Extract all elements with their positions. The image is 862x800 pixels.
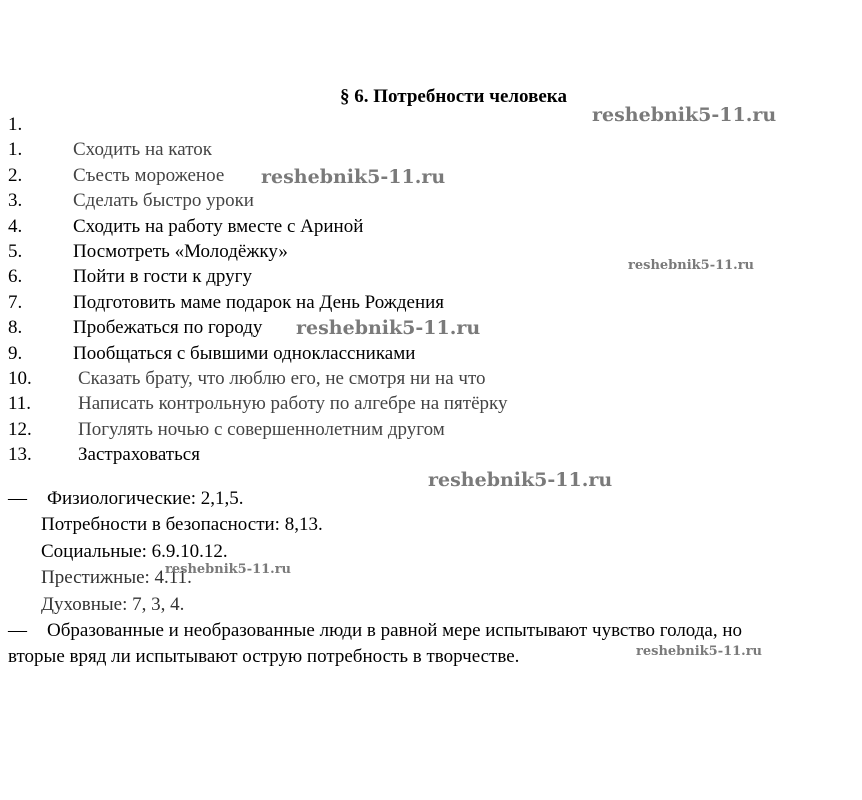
- answer-paragraph-line1: [0, 618, 862, 644]
- watermark: reshebnik5-11.ru: [165, 562, 292, 577]
- physiological-text: Физиологические: 2,1,5.: [47, 488, 244, 509]
- list-item-text: Пообщаться с бывшими одноклассниками: [73, 342, 416, 364]
- page-title: § 6. Потребности человека: [340, 86, 567, 107]
- list-item-number: 11.: [8, 393, 32, 415]
- list-item-number: 13.: [8, 444, 32, 466]
- list-item-number: 2.: [8, 164, 23, 186]
- list-item-number: 12.: [8, 418, 32, 440]
- answer-prestige: [0, 565, 862, 591]
- watermark: reshebnik5-11.ru: [428, 469, 613, 491]
- watermark: reshebnik5-11.ru: [592, 104, 777, 126]
- list-item-text: Сделать быстро уроки: [73, 190, 254, 212]
- list-item-number: 1.: [8, 139, 23, 161]
- list-item-number: 10.: [8, 367, 32, 389]
- list-item-number: 6.: [8, 266, 23, 288]
- list-item-text: Пойти в гости к другу: [73, 266, 252, 288]
- dash-marker: —: [8, 488, 27, 509]
- list-item-text: Застраховаться: [78, 444, 200, 466]
- list-item-number: 3.: [8, 190, 23, 212]
- list-item-number: 8.: [8, 317, 23, 339]
- list-item-text: Съесть мороженое: [73, 164, 225, 186]
- list-item-text: Сходить на каток: [73, 139, 212, 161]
- dash-marker: —: [8, 619, 27, 641]
- paragraph-line2: вторые вряд ли испытывают острую потребность в творчестве.: [8, 646, 520, 668]
- answer-social: [0, 539, 862, 565]
- list-item-text: Посмотреть «Молодёжку»: [73, 240, 288, 262]
- list-item-text: Сказать брату, что люблю его, не смотря ни на что: [78, 367, 486, 389]
- watermark: reshebnik5-11.ru: [636, 644, 763, 659]
- watermark: reshebnik5-11.ru: [628, 258, 755, 273]
- spiritual-text: Духовные: 7, 3, 4.: [41, 593, 185, 615]
- watermark: reshebnik5-11.ru: [261, 166, 446, 188]
- list-item-number: 1.: [8, 114, 23, 135]
- answer-safety: [0, 512, 862, 538]
- list-item-number: 5.: [8, 240, 23, 262]
- list-item-text: Подготовить маме подарок на День Рождения: [73, 291, 445, 313]
- paragraph-line1: Образованные и необразованные люди в равной мере испытывают чувство голода, но: [47, 619, 743, 641]
- watermark: reshebnik5-11.ru: [296, 317, 481, 339]
- list-item-number: 4.: [8, 215, 23, 237]
- list-item-text: Сходить на работу вместе с Ариной: [73, 215, 364, 237]
- list-item-text: Написать контрольную работу по алгебре на пятёрку: [78, 393, 508, 415]
- list-item-text: Пробежаться по городу: [73, 317, 263, 339]
- list-item-number: 9.: [8, 342, 23, 364]
- list-item-number: 7.: [8, 291, 23, 313]
- prestige-text: Престижные: 4.11.: [41, 567, 192, 589]
- social-text: Социальные: 6.9.10.12.: [41, 540, 228, 562]
- list-item-text: Погулять ночью с совершеннолетним другом: [78, 418, 445, 440]
- answer-spiritual: [0, 592, 862, 618]
- safety-text: Потребности в безопасности: 8,13.: [41, 514, 323, 536]
